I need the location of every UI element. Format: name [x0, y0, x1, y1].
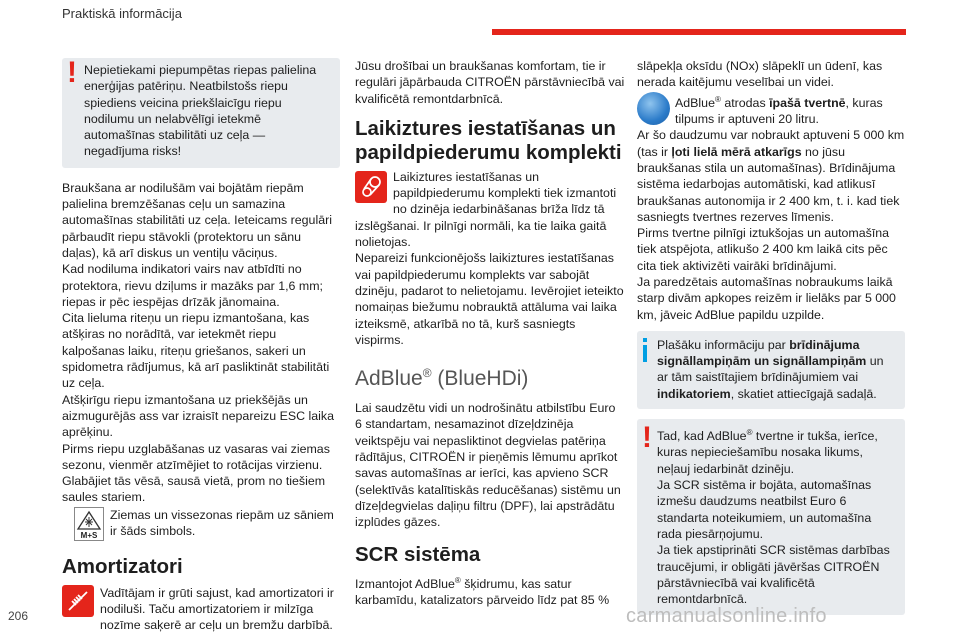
running-header: Praktiskā informācija — [62, 6, 182, 21]
column-3 — [637, 58, 905, 615]
warn-text-2: Ja SCR sistēma ir bojāta, automašīnas izmešu daudzums neatbilst Euro 6 standarta noteikumiem, un automašīna rada piesārņojumu. — [657, 478, 872, 541]
column-1 — [62, 58, 340, 634]
scr-text-b: šķidrumu, kas satur karbamīdu, katalizators pārveido līdz pat 85 % — [355, 576, 610, 607]
kit-text-1: Laikiztures iestatīšanas un papildpiederumu komplekti tiek izmantoti no dzinēja iedarbināšanas brīža līdz tā izslēgšanai. Ir pilnīgi normāli, ka tie laika gaitā nolietojas. — [355, 169, 617, 250]
scr-text-a: Izmantojot AdBlue — [355, 576, 455, 591]
heading-adblue — [355, 360, 625, 392]
reserve-text — [637, 127, 905, 225]
scr-text-reg: ® — [454, 575, 461, 585]
tank-text-bold: īpašā tvertnē — [769, 95, 846, 110]
warn-text-3: Ja tiek apstiprināti SCR sistēmas darbības traucējumi, ir obligāti jāvēršas CITROËN pārstāvniecībā vai kvalificētā remontdarbnīcā. — [657, 543, 890, 607]
kit-text-2: Nepareizi funkcionējošs laikiztures iestatīšanas vai papildpiederumu komplekts var sabojāt dzinēju, padarot to nelietojamu. Ievērojiet ieteikto nomaiņas biežumu nobrauktā attāluma vai laika izteiksmē, atkarībā no tā, kurš sasniegts vispirms. — [355, 251, 624, 347]
warn-text-a: Tad, kad AdBlue — [657, 429, 747, 444]
adblue-text: Lai saudzētu vidi un nodrošinātu atbilstību Euro 6 standartam, nesamazinot dīzeļdzinēja veiktspēju vai nepasliktinot degvielas patēriņa rādītājus, CITROËN ir pieņēmis lēmumu aprīkot savas automašīnas ar ierīci, kas apvieno SCR (selektīvās katalītiskās reducēšanas) sistēmu un dīzeļdegvielas daļiņu filtru (DPF), lai apstrādātu izplūdes gāzes. — [355, 401, 621, 530]
mud-snow-label: M+S — [80, 530, 98, 540]
tank-text-a: AdBlue — [675, 95, 715, 110]
info-text-b: un ar tām saistītajiem brīdinājumiem vai — [657, 354, 884, 385]
heading-scr: SCR sistēma — [355, 542, 481, 566]
tyre-warning-box — [62, 58, 340, 168]
tyre-para-3: Cita lieluma riteņu un riepu izmantošana, kas atšķiras no norādītā, var ietekmēt riepu kalpošanas laiku, riteņu griešanos, sakeri un spidometra rādījumus, kā arī pasliktināt stabilitāti uz ceļa. — [62, 311, 330, 391]
tank-block — [637, 92, 905, 128]
reserve-text-a: Ar šo daudzumu var nobraukt aptuveni 5 000 km (tas ir — [637, 128, 905, 159]
scr-text — [355, 573, 625, 609]
empty-text: Pirms tvertne pilnīgi iztukšojas un automašīna tiek atspējota, atlikušo 2 400 km laikā cits pēc cita tiek aktivizēti vairāki brīdinājumi. — [637, 226, 890, 273]
heading-timing-kit: Laikiztures iestatīšanas un papildpiederumu komplekti — [355, 116, 622, 164]
info-text-a: Plašāku informāciju par — [657, 337, 790, 352]
info-text — [657, 337, 897, 402]
info-text-bold-2: indikatoriem — [657, 386, 731, 401]
tyre-para-5: Pirms riepu uzglabāšanas uz vasaras vai ziemas sezonu, vienmēr atzīmējiet to rotācijas virzienu. Glabājiet tās vēsā, sausā vietā, prom no tiešiem saules stariem. — [62, 441, 330, 505]
tyre-para-2: Kad nodiluma indikatori vairs nav atbīdīti no protektora, rievu dziļums ir mazāks par 1,6 mm; riepas ir pēc iespējas drīzāk jānomaina. — [62, 262, 323, 309]
adblue-tank-icon — [637, 92, 670, 125]
info-text-bold-1: brīdinājuma signāllampiņām un signāllampiņām — [657, 337, 867, 369]
snow-symbol-text: Ziemas un vissezonas riepām uz sāniem ir šāds simbols. — [110, 507, 334, 539]
kit-block — [355, 169, 625, 348]
shock-absorber-icon — [62, 585, 94, 617]
column-2 — [355, 58, 625, 608]
snowflake-mountain-icon — [74, 507, 104, 541]
shock-block — [62, 585, 340, 634]
warning-icon: ! — [642, 421, 652, 455]
tank-text — [637, 92, 905, 128]
adblue-warning-box — [637, 419, 905, 615]
info-icon — [643, 345, 647, 362]
shock-text: Vadītājam ir grūti sajust, kad amortizatori ir nodiluši. Taču amortizatoriem ir milzīga nozīme saķerē ar ceļu un bremžu darbībā. — [100, 585, 334, 633]
interval-text: Ja paredzētais automašīnas nobraukums laikā starp divām apkopes reizēm ir lielāks par 5 000 km, jāveic AdBlue papildu uzpilde. — [637, 274, 896, 322]
tank-text-b: atrodas — [720, 95, 770, 110]
snow-symbol-block — [62, 507, 340, 543]
reserve-text-bold: ļoti lielā mērā atkarīgs — [671, 144, 802, 159]
reserve-text-b: no jūsu braukšanas stila un automašīnas). Brīdinājuma sistēma iedarbojas automātiski, kad atlikusī braukšanas autonomija ir 2 400 km, t. i. kad tiek sasniegts tvertnes rezerves līmenis. — [637, 144, 900, 224]
watermark: carmanualsonline.info — [626, 605, 827, 627]
page-number: 206 — [8, 609, 29, 623]
warn-text-1 — [657, 425, 897, 477]
heading-adblue-suffix: (BlueHDi) — [431, 367, 529, 391]
timing-belt-icon — [355, 171, 387, 203]
heading-adblue-reg: ® — [422, 366, 432, 381]
info-box — [637, 331, 905, 409]
tyre-para-4: Atšķirīgu riepu izmantošana uz priekšējās un aizmugurējās ass var izraisīt nepareizu ESC laika aprēķinu. — [62, 392, 335, 440]
heading-shock-absorbers: Amortizatori — [62, 554, 183, 578]
tyre-body — [62, 180, 340, 506]
header-accent-bar — [492, 29, 906, 35]
tyre-para-1: Braukšana ar nodilušām vai bojātām riepām palielina bremzēšanas ceļu un samazina automašīnas stabilitāti uz ceļa. Ieteicams regulāri pārbaudīt riepu stāvokli (protektoru un sānu daļas), kā arī diskus un ventiļu vāciņus. — [62, 180, 332, 260]
warning-icon: ! — [67, 56, 77, 89]
scr-continued: slāpekļa oksīdu (NOx) slāpeklī un ūdenī, kas nerada kaitējumu veselībai un videi. — [637, 59, 883, 90]
tank-text-c: , kuras tilpums ir aptuveni 20 litru. — [675, 95, 883, 127]
tyre-warning-text: Nepietiekami piepumpētas riepas palielina enerģijas patēriņu. Neatbilstošs riepu spiediens veicina priekšlaicīgu riepu nodilumu un nelabvēlīgi ietekmē automašīnas stabilitāti uz ceļa — negadījuma risks! — [84, 63, 317, 159]
tank-text-reg: ® — [714, 94, 721, 104]
shock-intro: Jūsu drošībai un braukšanas komfortam, tie ir regulāri jāpārbauda CITROËN pārstāvniecībā vai kvalificētā remontdarbnīcā. — [355, 59, 625, 106]
heading-adblue-name: AdBlue — [355, 367, 423, 391]
warn-text-b: tvertne ir tukša, ierīce, kuras nepieciešamību nosaka likums, neļauj iedarbināt dzinēju. — [657, 429, 878, 476]
warn-text-reg: ® — [746, 428, 753, 438]
info-text-c: , skatiet attiecīgajā sadaļā. — [730, 386, 877, 401]
